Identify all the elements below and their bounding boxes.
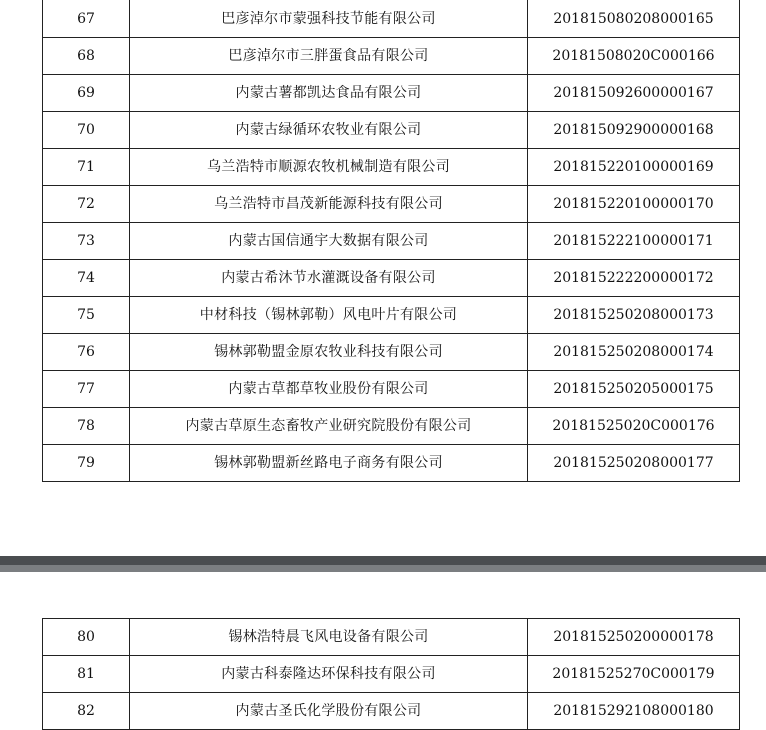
registration-code: 201815220100000170: [528, 186, 740, 223]
row-number: 73: [43, 223, 130, 260]
table-row: [43, 0, 740, 38]
registration-code: 20181525270C000179: [528, 656, 740, 693]
registration-code: 201815092900000168: [528, 112, 740, 149]
company-name: 锡林郭勒盟金原农牧业科技有限公司: [130, 334, 528, 371]
row-number: 70: [43, 112, 130, 149]
row-number: 78: [43, 408, 130, 445]
company-name: 内蒙古草都草牧业股份有限公司: [130, 371, 528, 408]
row-number: 74: [43, 260, 130, 297]
table-row: [43, 186, 740, 223]
company-name: 乌兰浩特市昌茂新能源科技有限公司: [130, 186, 528, 223]
registration-code: 20181525020C000176: [528, 408, 740, 445]
company-registry-table-continued: [42, 618, 740, 730]
table-row: [43, 297, 740, 334]
row-number: 80: [43, 619, 130, 656]
row-number: 72: [43, 186, 130, 223]
company-name: 锡林郭勒盟新丝路电子商务有限公司: [130, 445, 528, 482]
registration-code: 201815250205000175: [528, 371, 740, 408]
table-row: [43, 693, 740, 730]
row-number: 71: [43, 149, 130, 186]
company-name: 中材科技（锡林郭勒）风电叶片有限公司: [130, 297, 528, 334]
company-name: 内蒙古圣氏化学股份有限公司: [130, 693, 528, 730]
registration-code: 201815222200000172: [528, 260, 740, 297]
page-separator: [0, 556, 766, 572]
table-row: [43, 223, 740, 260]
table-row: [43, 334, 740, 371]
registration-code: 201815222100000171: [528, 223, 740, 260]
company-name: 内蒙古国信通宇大数据有限公司: [130, 223, 528, 260]
row-number: 77: [43, 371, 130, 408]
company-name: 内蒙古草原生态畜牧产业研究院股份有限公司: [130, 408, 528, 445]
row-number: 82: [43, 693, 130, 730]
company-name: 内蒙古希沐节水灌溉设备有限公司: [130, 260, 528, 297]
row-number: 76: [43, 334, 130, 371]
registration-code: 201815080208000165: [528, 0, 740, 38]
registration-code: 201815250208000173: [528, 297, 740, 334]
table-row: [43, 408, 740, 445]
company-registry-table: [42, 0, 740, 482]
row-number: 81: [43, 656, 130, 693]
company-name: 内蒙古绿循环农牧业有限公司: [130, 112, 528, 149]
registration-code: 201815292108000180: [528, 693, 740, 730]
row-number: 79: [43, 445, 130, 482]
row-number: 75: [43, 297, 130, 334]
table-row: [43, 619, 740, 656]
row-number: 67: [43, 0, 130, 38]
table-body: [43, 619, 740, 730]
row-number: 69: [43, 75, 130, 112]
registration-code: 201815092600000167: [528, 75, 740, 112]
registration-code: 201815250208000174: [528, 334, 740, 371]
company-name: 乌兰浩特市顺源农牧机械制造有限公司: [130, 149, 528, 186]
company-name: 内蒙古薯都凯达食品有限公司: [130, 75, 528, 112]
table-row: [43, 75, 740, 112]
company-name: 锡林浩特晨飞风电设备有限公司: [130, 619, 528, 656]
company-name: 内蒙古科泰隆达环保科技有限公司: [130, 656, 528, 693]
table-row: [43, 445, 740, 482]
registration-code: 201815250200000178: [528, 619, 740, 656]
table-row: [43, 38, 740, 75]
registration-code: 201815220100000169: [528, 149, 740, 186]
company-name: 巴彦淖尔市三胖蛋食品有限公司: [130, 38, 528, 75]
table-row: [43, 149, 740, 186]
table-body: [43, 0, 740, 482]
registration-code: 201815250208000177: [528, 445, 740, 482]
table-row: [43, 260, 740, 297]
table-row: [43, 112, 740, 149]
company-name: 巴彦淖尔市蒙强科技节能有限公司: [130, 0, 528, 38]
table-row: [43, 371, 740, 408]
registration-code: 20181508020C000166: [528, 38, 740, 75]
document-page-bottom: [0, 572, 766, 729]
table-row: [43, 656, 740, 693]
row-number: 68: [43, 38, 130, 75]
